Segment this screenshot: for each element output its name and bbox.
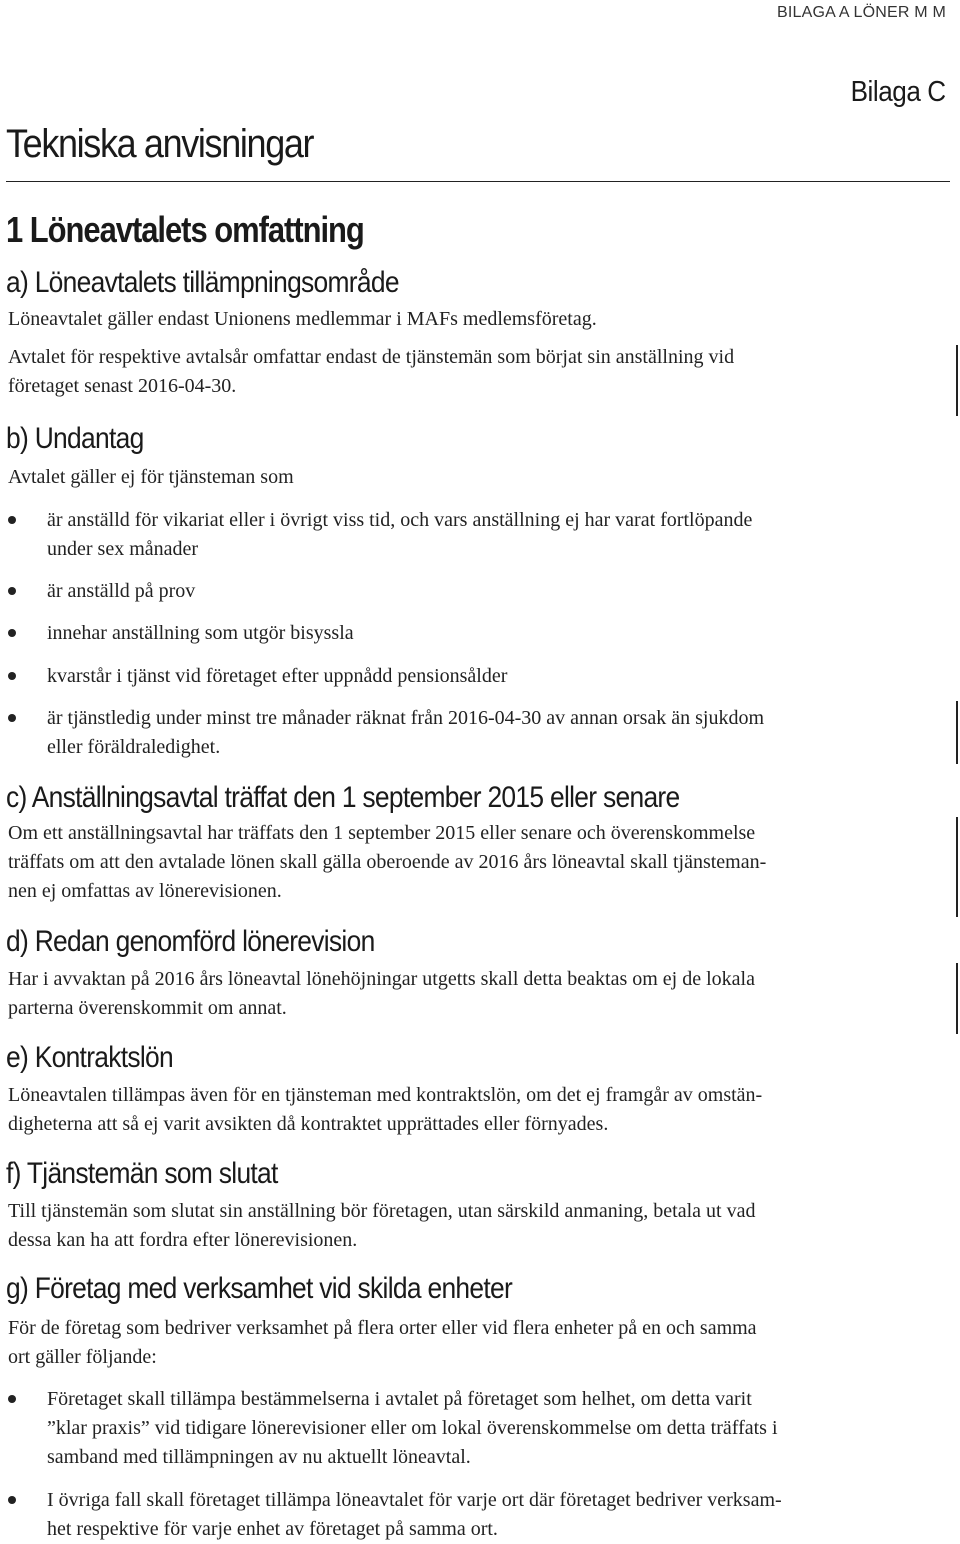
section-heading: 1 Löneavtalets omfattning — [6, 209, 364, 250]
subsection-b-intro: Avtalet gäller ej för tjänsteman som — [8, 466, 294, 488]
text-line: under sex månader — [47, 538, 199, 560]
list-item — [47, 506, 947, 564]
text-line: dessa kan ha att fordra efter lönerevisionen. — [8, 1229, 358, 1251]
subsection-e-text — [8, 1081, 943, 1139]
text-line: företaget senast 2016-04-30. — [8, 375, 237, 397]
subsection-d-text — [8, 965, 943, 1023]
bullet-icon — [8, 587, 16, 595]
list-item — [47, 662, 947, 691]
subsection-d-heading: d) Redan genomförd lönerevision — [6, 925, 375, 958]
list-item — [47, 1486, 947, 1544]
text-line: Avtalet för respektive avtalsår omfattar endast de tjänstemän som börjat sin anställning vid — [8, 346, 735, 368]
subsection-c-heading: c) Anställningsavtal träffat den 1 september 2015 eller senare — [6, 781, 680, 814]
running-header: BILAGA A LÖNER M M — [777, 4, 946, 21]
list-item — [47, 1385, 947, 1472]
subsection-c-text — [8, 819, 943, 906]
subsection-a-text — [8, 305, 943, 401]
text-line: träffats om att den avtalade lönen skall gälla oberoende av 2016 års löneavtal skall tjänsteman- — [8, 851, 767, 873]
title-divider — [6, 181, 950, 182]
subsection-g-heading: g) Företag med verksamhet vid skilda enheter — [6, 1272, 513, 1305]
list-item — [47, 619, 947, 648]
text-line: För de företag som bedriver verksamhet på flera orter eller vid flera enheter på en och samma — [8, 1317, 757, 1339]
bullet-icon — [8, 714, 16, 722]
change-bar — [956, 963, 958, 1034]
text-line: kvarstår i tjänst vid företaget efter uppnådd pensionsålder — [47, 665, 508, 687]
text-line: är anställd för vikariat eller i övrigt viss tid, och vars anställning ej har varat fortlöpande — [47, 509, 753, 531]
subsection-f-text — [8, 1197, 943, 1255]
page-title: Tekniska anvisningar — [6, 122, 314, 166]
text-line: Till tjänstemän som slutat sin anställning bör företagen, utan särskild anmaning, betala ut vad — [8, 1200, 756, 1222]
text-line: eller föräldraledighet. — [47, 736, 221, 758]
text-line: parterna överenskommit om annat. — [8, 997, 287, 1019]
text-line: Har i avvaktan på 2016 års löneavtal lönehöjningar utgetts skall detta beaktas om ej de lokala — [8, 968, 755, 990]
bullet-icon — [8, 1496, 16, 1504]
text-line: Företaget skall tillämpa bestämmelserna i avtalet på företaget som helhet, om detta varit — [47, 1388, 752, 1410]
text-line: digheterna att så ej varit avsikten då kontraktet upprättades eller förnyades. — [8, 1113, 609, 1135]
subsection-f-heading: f) Tjänstemän som slutat — [6, 1157, 278, 1190]
text-line: I övriga fall skall företaget tillämpa löneavtalet för varje ort där företaget bedriver verksam- — [47, 1489, 782, 1511]
text-line: är anställd på prov — [47, 580, 196, 602]
bullet-icon — [8, 1395, 16, 1403]
text-line: är tjänstledig under minst tre månader räknat från 2016-04-30 av annan orsak än sjukdom — [47, 707, 765, 729]
text-line: innehar anställning som utgör bisyssla — [47, 622, 354, 644]
change-bar — [956, 701, 958, 764]
bullet-icon — [8, 672, 16, 680]
text-line: Löneavtalet gäller endast Unionens medlemmar i MAFs medlemsföretag. — [8, 308, 597, 330]
subsection-e-heading: e) Kontraktslön — [6, 1041, 174, 1074]
text-line: Om ett anställningsavtal har träffats den 1 september 2015 eller senare och överenskommelse — [8, 822, 756, 844]
bullet-icon — [8, 629, 16, 637]
text-line: ”klar praxis” vid tidigare lönerevisioner eller om lokal överenskommelse om detta träffats i — [47, 1417, 778, 1439]
text-line: nen ej omfattas av lönerevisionen. — [8, 880, 282, 902]
text-line: ort gäller följande: — [8, 1346, 157, 1368]
list-item — [47, 577, 947, 606]
change-bar — [956, 817, 958, 917]
list-item — [47, 704, 947, 762]
bullet-icon — [8, 516, 16, 524]
subsection-a-heading: a) Löneavtalets tillämpningsområde — [6, 266, 399, 299]
change-bar — [956, 345, 958, 416]
text-line: Löneavtalen tillämpas även för en tjänsteman med kontraktslön, om det ej framgår av omstän- — [8, 1084, 763, 1106]
text-line: het respektive för varje enhet av företaget på samma ort. — [47, 1518, 498, 1540]
appendix-label: Bilaga C — [850, 76, 946, 108]
text-line: samband med tillämpningen av nu aktuellt löneavtal. — [47, 1446, 471, 1468]
subsection-g-intro — [8, 1314, 943, 1372]
subsection-b-heading: b) Undantag — [6, 422, 144, 455]
